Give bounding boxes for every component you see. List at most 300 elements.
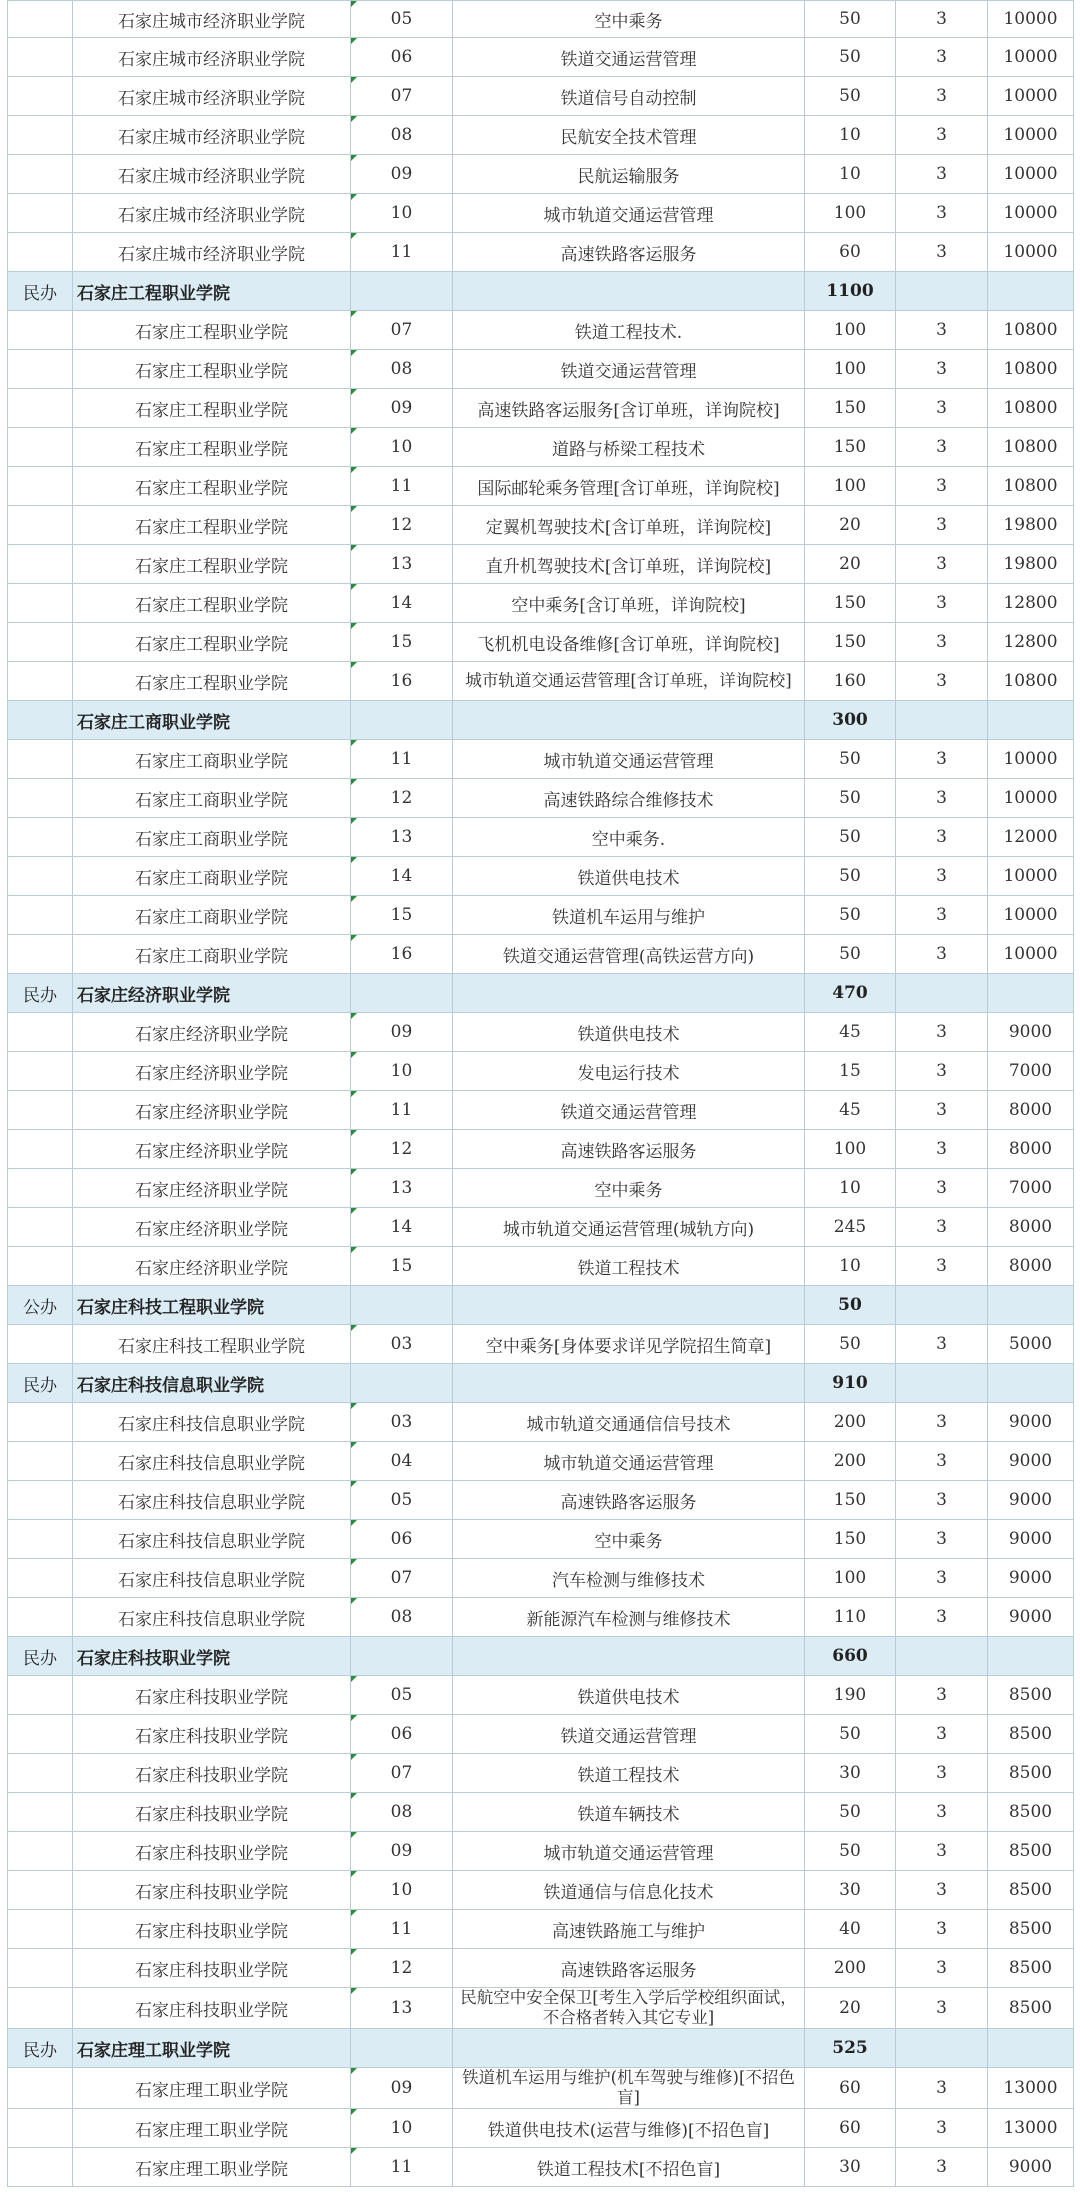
- school-type: 民办: [8, 1637, 73, 1676]
- table-row: [8, 233, 1074, 272]
- major-name-cell: 飞机机电设备维修[含订单班，详询院校]: [453, 623, 805, 662]
- type-cell: [8, 1481, 73, 1520]
- plan-count-cell: 50: [805, 77, 896, 116]
- major-code-cell: 09: [351, 1013, 453, 1052]
- table-row: [8, 584, 1074, 623]
- major-name-cell: 铁道通信与信息化技术: [453, 1871, 805, 1910]
- table-row: [8, 1442, 1074, 1481]
- duration-cell: 3: [896, 1793, 988, 1832]
- type-cell: [8, 1091, 73, 1130]
- table-row: [8, 1325, 1074, 1364]
- empty-cell: [988, 974, 1074, 1013]
- school-cell: 石家庄科技职业学院: [73, 1832, 351, 1871]
- duration-cell: 3: [896, 1910, 988, 1949]
- empty-cell: [453, 2029, 805, 2068]
- major-name-cell: 高速铁路客运服务: [453, 233, 805, 272]
- empty-cell: [453, 1637, 805, 1676]
- plan-count-cell: 100: [805, 311, 896, 350]
- duration-cell: 3: [896, 1754, 988, 1793]
- plan-count-cell: 30: [805, 2148, 896, 2187]
- school-cell: 石家庄工程职业学院: [73, 311, 351, 350]
- school-type: [8, 701, 73, 740]
- school-name: 石家庄工程职业学院: [73, 272, 351, 311]
- school-cell: 石家庄工商职业学院: [73, 818, 351, 857]
- school-name: 石家庄科技信息职业学院: [73, 1364, 351, 1403]
- major-code-cell: 07: [351, 77, 453, 116]
- tuition-cell: 12000: [988, 818, 1074, 857]
- school-cell: 石家庄理工职业学院: [73, 2068, 351, 2109]
- table-row: [8, 38, 1074, 77]
- duration-cell: 3: [896, 1013, 988, 1052]
- major-name-cell: 铁道供电技术: [453, 1013, 805, 1052]
- table-row: [8, 623, 1074, 662]
- major-name-cell: 民航安全技术管理: [453, 116, 805, 155]
- school-cell: 石家庄理工职业学院: [73, 2109, 351, 2148]
- duration-cell: 3: [896, 2109, 988, 2148]
- empty-cell: [988, 1364, 1074, 1403]
- major-code-cell: 11: [351, 1910, 453, 1949]
- type-cell: [8, 1754, 73, 1793]
- type-cell: [8, 779, 73, 818]
- tuition-cell: 8000: [988, 1130, 1074, 1169]
- type-cell: [8, 1676, 73, 1715]
- major-code-cell: 06: [351, 1520, 453, 1559]
- empty-cell: [351, 1286, 453, 1325]
- empty-cell: [988, 2029, 1074, 2068]
- major-name-cell: 城市轨道交通运营管理(城轨方向): [453, 1208, 805, 1247]
- table-row: [8, 311, 1074, 350]
- type-cell: [8, 1793, 73, 1832]
- major-code-cell: 06: [351, 1715, 453, 1754]
- school-type: 民办: [8, 974, 73, 1013]
- school-cell: 石家庄经济职业学院: [73, 1169, 351, 1208]
- duration-cell: 3: [896, 623, 988, 662]
- tuition-cell: 12800: [988, 584, 1074, 623]
- school-header-row: [8, 272, 1074, 311]
- major-code-cell: 09: [351, 1832, 453, 1871]
- duration-cell: 3: [896, 1598, 988, 1637]
- tuition-cell: 10000: [988, 1, 1074, 38]
- type-cell: [8, 1988, 73, 2029]
- type-cell: [8, 935, 73, 974]
- school-cell: 石家庄科技工程职业学院: [73, 1325, 351, 1364]
- table-row: [8, 77, 1074, 116]
- school-name: 石家庄科技职业学院: [73, 1637, 351, 1676]
- school-name: 石家庄理工职业学院: [73, 2029, 351, 2068]
- plan-count-cell: 50: [805, 1793, 896, 1832]
- major-name-cell: 城市轨道交通运营管理: [453, 740, 805, 779]
- plan-count-cell: 50: [805, 740, 896, 779]
- duration-cell: 3: [896, 1130, 988, 1169]
- empty-cell: [896, 1286, 988, 1325]
- type-cell: [8, 1598, 73, 1637]
- empty-cell: [896, 701, 988, 740]
- table-row: [8, 1130, 1074, 1169]
- table-row: [8, 1754, 1074, 1793]
- duration-cell: 3: [896, 896, 988, 935]
- tuition-cell: 10000: [988, 194, 1074, 233]
- major-code-cell: 03: [351, 1325, 453, 1364]
- tuition-cell: 10800: [988, 662, 1074, 701]
- school-cell: 石家庄工程职业学院: [73, 467, 351, 506]
- major-code-cell: 09: [351, 155, 453, 194]
- table-row: [8, 1052, 1074, 1091]
- type-cell: [8, 428, 73, 467]
- plan-count-cell: 100: [805, 350, 896, 389]
- table-row: [8, 1520, 1074, 1559]
- tuition-cell: 8500: [988, 1910, 1074, 1949]
- school-name: 石家庄经济职业学院: [73, 974, 351, 1013]
- duration-cell: 3: [896, 1871, 988, 1910]
- major-code-cell: 14: [351, 584, 453, 623]
- major-code-cell: 10: [351, 1052, 453, 1091]
- duration-cell: 3: [896, 155, 988, 194]
- duration-cell: 3: [896, 233, 988, 272]
- table-row: [8, 2148, 1074, 2187]
- school-cell: 石家庄工程职业学院: [73, 623, 351, 662]
- table-row: [8, 740, 1074, 779]
- plan-count-cell: 50: [805, 1325, 896, 1364]
- school-cell: 石家庄工商职业学院: [73, 896, 351, 935]
- school-cell: 石家庄工程职业学院: [73, 428, 351, 467]
- school-cell: 石家庄城市经济职业学院: [73, 116, 351, 155]
- major-name-cell: 铁道机车运用与维护(机车驾驶与维修)[不招色盲]: [453, 2068, 805, 2109]
- type-cell: [8, 194, 73, 233]
- major-code-cell: 12: [351, 506, 453, 545]
- plan-count-cell: 45: [805, 1013, 896, 1052]
- empty-cell: [351, 701, 453, 740]
- tuition-cell: 8500: [988, 1676, 1074, 1715]
- plan-count-cell: 50: [805, 1715, 896, 1754]
- table-row: [8, 1403, 1074, 1442]
- major-name-cell: 空中乘务: [453, 1520, 805, 1559]
- plan-count-cell: 200: [805, 1949, 896, 1988]
- type-cell: [8, 1871, 73, 1910]
- table-row: [8, 2109, 1074, 2148]
- empty-cell: [896, 1364, 988, 1403]
- major-name-cell: 道路与桥梁工程技术: [453, 428, 805, 467]
- tuition-cell: 10800: [988, 428, 1074, 467]
- school-cell: 石家庄工程职业学院: [73, 545, 351, 584]
- tuition-cell: 10000: [988, 857, 1074, 896]
- type-cell: [8, 1403, 73, 1442]
- school-cell: 石家庄理工职业学院: [73, 2148, 351, 2187]
- table-row: [8, 1988, 1074, 2029]
- empty-cell: [896, 1637, 988, 1676]
- table-row: [8, 1247, 1074, 1286]
- school-cell: 石家庄科技信息职业学院: [73, 1481, 351, 1520]
- major-name-cell: 铁道信号自动控制: [453, 77, 805, 116]
- type-cell: [8, 896, 73, 935]
- major-name-cell: 铁道交通运营管理: [453, 1715, 805, 1754]
- major-code-cell: 08: [351, 1793, 453, 1832]
- type-cell: [8, 1, 73, 38]
- plan-count-cell: 100: [805, 194, 896, 233]
- major-code-cell: 15: [351, 623, 453, 662]
- tuition-cell: 10000: [988, 740, 1074, 779]
- school-cell: 石家庄工商职业学院: [73, 857, 351, 896]
- table-row: [8, 896, 1074, 935]
- school-header-row: [8, 974, 1074, 1013]
- school-cell: 石家庄科技信息职业学院: [73, 1559, 351, 1598]
- type-cell: [8, 2109, 73, 2148]
- tuition-cell: 8500: [988, 1832, 1074, 1871]
- school-cell: 石家庄经济职业学院: [73, 1052, 351, 1091]
- empty-cell: [351, 272, 453, 311]
- school-type: 民办: [8, 1364, 73, 1403]
- duration-cell: 3: [896, 1949, 988, 1988]
- major-code-cell: 16: [351, 662, 453, 701]
- plan-count-cell: 150: [805, 584, 896, 623]
- major-name-cell: 铁道交通运营管理(高铁运营方向): [453, 935, 805, 974]
- duration-cell: 3: [896, 389, 988, 428]
- plan-count-cell: 10: [805, 116, 896, 155]
- table-row: [8, 662, 1074, 701]
- plan-count-cell: 20: [805, 545, 896, 584]
- empty-cell: [896, 272, 988, 311]
- plan-count-cell: 10: [805, 155, 896, 194]
- empty-cell: [453, 1364, 805, 1403]
- tuition-cell: 8000: [988, 1247, 1074, 1286]
- duration-cell: 3: [896, 2148, 988, 2187]
- major-name-cell: 铁道工程技术[不招色盲]: [453, 2148, 805, 2187]
- table-row: [8, 1208, 1074, 1247]
- empty-cell: [453, 272, 805, 311]
- type-cell: [8, 584, 73, 623]
- school-type: 民办: [8, 2029, 73, 2068]
- major-code-cell: 07: [351, 311, 453, 350]
- school-cell: 石家庄工程职业学院: [73, 350, 351, 389]
- school-cell: 石家庄工程职业学院: [73, 389, 351, 428]
- type-cell: [8, 467, 73, 506]
- table-row: [8, 1481, 1074, 1520]
- tuition-cell: 8000: [988, 1208, 1074, 1247]
- table-row: [8, 467, 1074, 506]
- major-name-cell: 民航运输服务: [453, 155, 805, 194]
- type-cell: [8, 1949, 73, 1988]
- major-code-cell: 07: [351, 1754, 453, 1793]
- type-cell: [8, 350, 73, 389]
- tuition-cell: 9000: [988, 1013, 1074, 1052]
- plan-count-cell: 190: [805, 1676, 896, 1715]
- tuition-cell: 9000: [988, 1442, 1074, 1481]
- tuition-cell: 8500: [988, 1949, 1074, 1988]
- major-name-cell: 铁道供电技术: [453, 857, 805, 896]
- major-code-cell: 09: [351, 389, 453, 428]
- table-row: [8, 545, 1074, 584]
- type-cell: [8, 233, 73, 272]
- school-cell: 石家庄经济职业学院: [73, 1013, 351, 1052]
- table-body: [8, 1, 1074, 2187]
- tuition-cell: 10000: [988, 116, 1074, 155]
- tuition-cell: 8500: [988, 1871, 1074, 1910]
- duration-cell: 3: [896, 584, 988, 623]
- tuition-cell: 10000: [988, 155, 1074, 194]
- tuition-cell: 8500: [988, 1754, 1074, 1793]
- tuition-cell: 10000: [988, 233, 1074, 272]
- plan-count-cell: 50: [805, 818, 896, 857]
- table-row: [8, 1910, 1074, 1949]
- table-row: [8, 350, 1074, 389]
- school-header-row: [8, 1637, 1074, 1676]
- major-name-cell: 定翼机驾驶技术[含订单班，详询院校]: [453, 506, 805, 545]
- empty-cell: [351, 2029, 453, 2068]
- empty-cell: [896, 974, 988, 1013]
- tuition-cell: 9000: [988, 1598, 1074, 1637]
- school-cell: 石家庄经济职业学院: [73, 1130, 351, 1169]
- major-name-cell: 发电运行技术: [453, 1052, 805, 1091]
- school-total: 910: [805, 1364, 896, 1403]
- major-code-cell: 08: [351, 350, 453, 389]
- type-cell: [8, 2068, 73, 2109]
- major-name-cell: 高速铁路客运服务: [453, 1949, 805, 1988]
- plan-count-cell: 60: [805, 2109, 896, 2148]
- school-cell: 石家庄城市经济职业学院: [73, 38, 351, 77]
- duration-cell: 3: [896, 1325, 988, 1364]
- major-name-cell: 民航空中安全保卫[考生入学后学校组织面试，不合格者转入其它专业]: [453, 1988, 805, 2029]
- duration-cell: 3: [896, 1559, 988, 1598]
- school-cell: 石家庄科技职业学院: [73, 1988, 351, 2029]
- plan-count-cell: 50: [805, 896, 896, 935]
- type-cell: [8, 77, 73, 116]
- major-name-cell: 空中乘务[含订单班，详询院校]: [453, 584, 805, 623]
- tuition-cell: 10800: [988, 467, 1074, 506]
- major-code-cell: 13: [351, 818, 453, 857]
- plan-count-cell: 150: [805, 389, 896, 428]
- plan-count-cell: 150: [805, 428, 896, 467]
- plan-count-cell: 20: [805, 506, 896, 545]
- duration-cell: 3: [896, 2068, 988, 2109]
- school-cell: 石家庄科技职业学院: [73, 1949, 351, 1988]
- major-code-cell: 15: [351, 896, 453, 935]
- major-name-cell: 高速铁路施工与维护: [453, 1910, 805, 1949]
- major-code-cell: 13: [351, 545, 453, 584]
- major-name-cell: 城市轨道交通运营管理: [453, 194, 805, 233]
- tuition-cell: 7000: [988, 1169, 1074, 1208]
- major-code-cell: 11: [351, 2148, 453, 2187]
- tuition-cell: 10800: [988, 389, 1074, 428]
- plan-count-cell: 15: [805, 1052, 896, 1091]
- duration-cell: 3: [896, 1715, 988, 1754]
- duration-cell: 3: [896, 1520, 988, 1559]
- school-total: 1100: [805, 272, 896, 311]
- major-code-cell: 11: [351, 467, 453, 506]
- type-cell: [8, 1832, 73, 1871]
- type-cell: [8, 1247, 73, 1286]
- plan-count-cell: 50: [805, 779, 896, 818]
- table-row: [8, 1832, 1074, 1871]
- plan-count-cell: 40: [805, 1910, 896, 1949]
- duration-cell: 3: [896, 506, 988, 545]
- plan-count-cell: 160: [805, 662, 896, 701]
- tuition-cell: 9000: [988, 1520, 1074, 1559]
- plan-count-cell: 150: [805, 623, 896, 662]
- plan-count-cell: 200: [805, 1442, 896, 1481]
- type-cell: [8, 1169, 73, 1208]
- major-name-cell: 铁道交通运营管理: [453, 38, 805, 77]
- major-name-cell: 直升机驾驶技术[含订单班，详询院校]: [453, 545, 805, 584]
- major-code-cell: 05: [351, 1481, 453, 1520]
- major-name-cell: 高速铁路客运服务: [453, 1130, 805, 1169]
- table-row: [8, 1676, 1074, 1715]
- empty-cell: [453, 974, 805, 1013]
- plan-count-cell: 30: [805, 1754, 896, 1793]
- table-row: [8, 1793, 1074, 1832]
- duration-cell: 3: [896, 545, 988, 584]
- major-name-cell: 城市轨道交通运营管理: [453, 1832, 805, 1871]
- major-code-cell: 10: [351, 428, 453, 467]
- school-cell: 石家庄城市经济职业学院: [73, 233, 351, 272]
- plan-count-cell: 50: [805, 935, 896, 974]
- empty-cell: [351, 1637, 453, 1676]
- major-code-cell: 08: [351, 1598, 453, 1637]
- table-row: [8, 1871, 1074, 1910]
- major-name-cell: 高速铁路客运服务: [453, 1481, 805, 1520]
- plan-count-cell: 50: [805, 1, 896, 38]
- type-cell: [8, 311, 73, 350]
- empty-cell: [453, 701, 805, 740]
- major-code-cell: 11: [351, 1091, 453, 1130]
- tuition-cell: 10000: [988, 779, 1074, 818]
- major-name-cell: 铁道工程技术.: [453, 311, 805, 350]
- tuition-cell: 10000: [988, 896, 1074, 935]
- plan-count-cell: 245: [805, 1208, 896, 1247]
- major-name-cell: 城市轨道交通运营管理[含订单班，详询院校]: [453, 662, 805, 701]
- tuition-cell: 9000: [988, 2148, 1074, 2187]
- school-cell: 石家庄科技职业学院: [73, 1676, 351, 1715]
- plan-count-cell: 100: [805, 1559, 896, 1598]
- type-cell: [8, 389, 73, 428]
- type-cell: [8, 155, 73, 194]
- table-row: [8, 857, 1074, 896]
- plan-count-cell: 60: [805, 233, 896, 272]
- plan-count-cell: 30: [805, 1871, 896, 1910]
- empty-cell: [988, 1286, 1074, 1325]
- table-row: [8, 506, 1074, 545]
- type-cell: [8, 818, 73, 857]
- table-row: [8, 1559, 1074, 1598]
- school-cell: 石家庄工商职业学院: [73, 740, 351, 779]
- plan-count-cell: 10: [805, 1247, 896, 1286]
- type-cell: [8, 1052, 73, 1091]
- table-row: [8, 1, 1074, 38]
- empty-cell: [988, 701, 1074, 740]
- school-cell: 石家庄工商职业学院: [73, 935, 351, 974]
- major-code-cell: 10: [351, 2109, 453, 2148]
- major-code-cell: 11: [351, 233, 453, 272]
- duration-cell: 3: [896, 818, 988, 857]
- major-code-cell: 06: [351, 38, 453, 77]
- duration-cell: 3: [896, 428, 988, 467]
- school-cell: 石家庄科技信息职业学院: [73, 1442, 351, 1481]
- plan-count-cell: 60: [805, 2068, 896, 2109]
- major-code-cell: 05: [351, 1, 453, 38]
- plan-count-cell: 100: [805, 1130, 896, 1169]
- type-cell: [8, 2148, 73, 2187]
- duration-cell: 3: [896, 311, 988, 350]
- major-code-cell: 10: [351, 194, 453, 233]
- school-cell: 石家庄工程职业学院: [73, 506, 351, 545]
- tuition-cell: 12800: [988, 623, 1074, 662]
- duration-cell: 3: [896, 350, 988, 389]
- school-type: 公办: [8, 1286, 73, 1325]
- school-cell: 石家庄经济职业学院: [73, 1247, 351, 1286]
- table-row: [8, 155, 1074, 194]
- tuition-cell: 8000: [988, 1091, 1074, 1130]
- major-code-cell: 15: [351, 1247, 453, 1286]
- type-cell: [8, 1325, 73, 1364]
- table-row: [8, 1013, 1074, 1052]
